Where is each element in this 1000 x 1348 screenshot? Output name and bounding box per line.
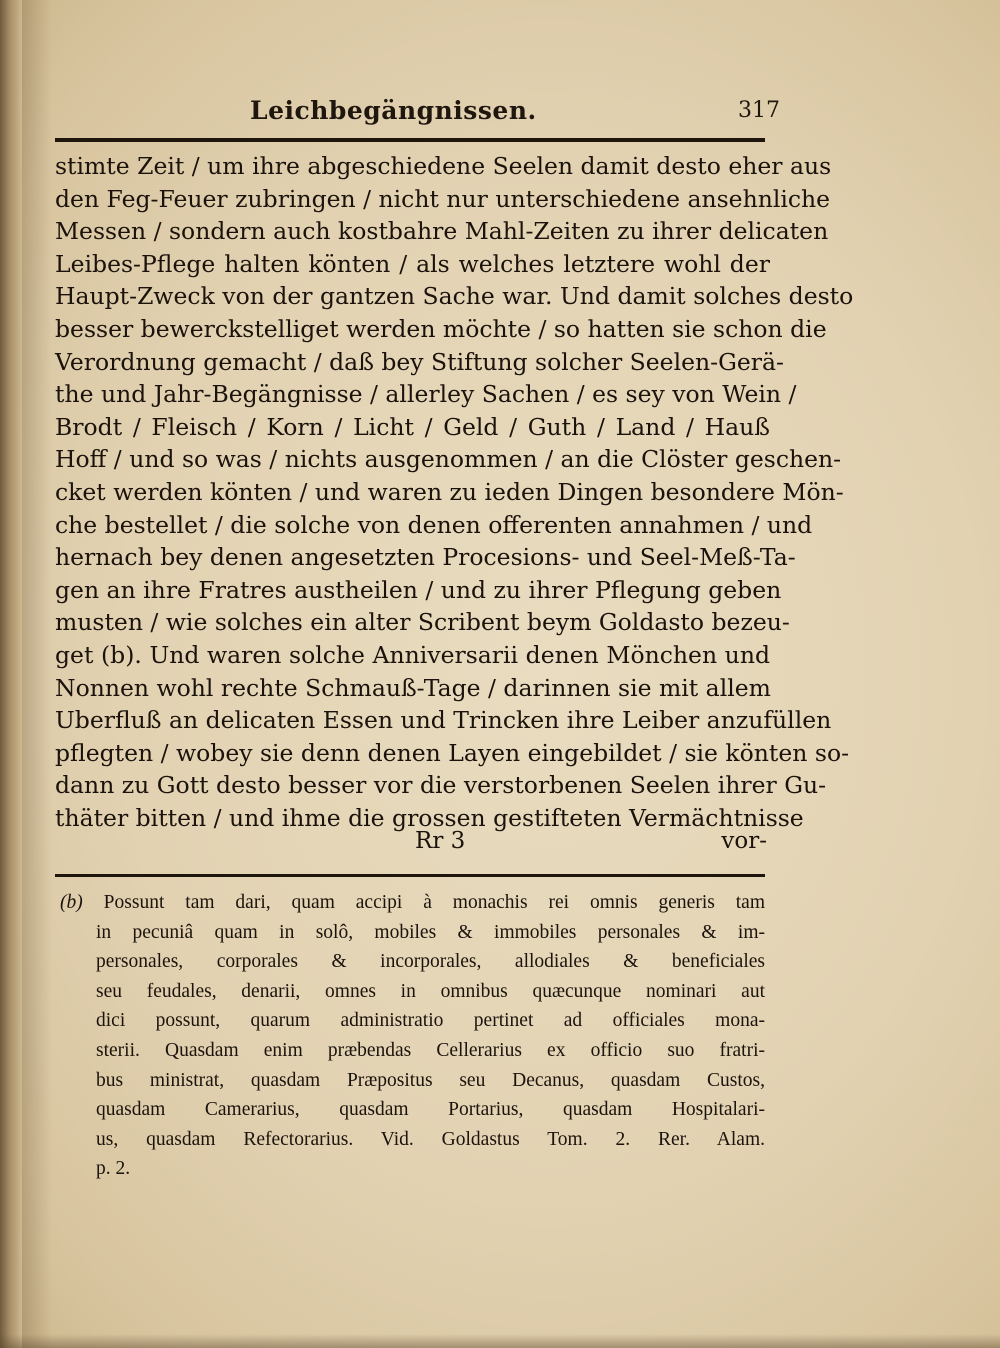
text-line: Hoff / und so was / nichts ausgenommen / an die Clöster geschen- [55,445,842,474]
gutter-shadow [22,0,52,1348]
text-line: dann zu Gott desto besser vor die verstorbenen Seelen ihrer Gu- [55,771,827,800]
text-line: Uberfluß an delicaten Essen und Trincken ihre Leiber anzufüllen [55,706,832,735]
page-bottom-shadow [0,1334,1000,1348]
text-line: musten / wie solches ein alter Scribent beym Goldasto bezeu- [55,608,790,637]
text-line: Leibes-Pflege halten könten / als welches letztere wohl der [55,249,770,278]
header-rule [55,138,765,142]
footnote-line [60,888,765,918]
signature-row [55,828,767,860]
text-line: hernach bey denen angesetzten Procesions- und Seel-Meß-Ta- [55,543,796,572]
text-line: get (b). Und waren solche Anniversarii denen Mönchen und [55,640,770,669]
page-header [60,96,780,136]
text-line: Nonnen wohl rechte Schmauß-Tage / darinnen sie mit allem [55,673,771,702]
text-line: cket werden könten / und waren zu ieden Dingen besondere Mön- [55,477,844,506]
page-gutter [0,0,22,1348]
page-number: 317 [738,98,780,123]
text-line: che bestellet / die solche von denen offerenten annahmen / und [55,510,813,539]
footnote-line: quasdam Camerarius, quasdam Portarius, quasdam Hospitalari- [96,1099,765,1121]
footnote-marker: (b) [60,892,83,913]
text-line: besser bewerckstelliget werden möchte / so hatten sie schon die [55,314,827,343]
footnote-line: bus ministrat, quasdam Præpositus seu Decanus, quasdam Custos, [96,1069,765,1091]
text-line: the und Jahr-Begängnisse / allerley Sachen / es sey von Wein / [55,380,797,409]
footnote-line: us, quasdam Refectorarius. Vid. Goldastus Tom. 2. Rer. Alam. [96,1128,765,1150]
footnote-line: sterii. Quasdam enim præbendas Cellerarius ex officio suo fratri- [96,1039,765,1061]
footnote-line: p. 2. [96,1158,131,1180]
text-line: Messen / sondern auch kostbahre Mahl-Zeiten zu ihrer delicaten [55,217,829,246]
main-text [55,150,854,834]
text-line: den Feg-Feuer zubringen / nicht nur unterschiedene ansehnliche [55,184,831,213]
catchword: vor- [721,828,767,854]
footnote-rule [55,874,765,877]
text-line: stimte Zeit / um ihre abgeschiedene Seelen damit desto eher aus [55,152,832,180]
text-line: Verordnung gemacht / daß bey Stiftung solcher Seelen-Gerä- [55,347,784,376]
footnote-line: dici possunt, quarum administratio pertinet ad officiales mona- [96,1010,765,1032]
footnote-text: Possunt tam dari, quam accipi à monachis rei omnis generis tam [103,892,765,913]
signature-mark: Rr 3 [415,828,466,854]
text-line: pflegten / wobey sie denn denen Layen eingebildet / sie könten so- [55,738,850,767]
footnote [60,888,765,1184]
text-line: Brodt / Fleisch / Korn / Licht / Geld / Guth / Land / Hauß [55,412,770,441]
footnote-line: personales, corporales & incorporales, allodiales & beneficiales [96,951,765,973]
footnote-line: in pecuniâ quam in solô, mobiles & immobiles personales & im- [96,921,765,943]
running-head: Leichbegängnissen. [250,96,537,125]
text-line: Haupt-Zweck von der gantzen Sache war. Und damit solches desto [55,282,854,311]
text-line: gen an ihre Fratres austheilen / und zu ihrer Pflegung geben [55,575,782,604]
footnote-line: seu feudales, denarii, omnes in omnibus quæcunque nominari aut [96,980,765,1002]
text-line: thäter bitten / und ihme die grossen gestifteten Vermächtnisse [55,803,804,832]
